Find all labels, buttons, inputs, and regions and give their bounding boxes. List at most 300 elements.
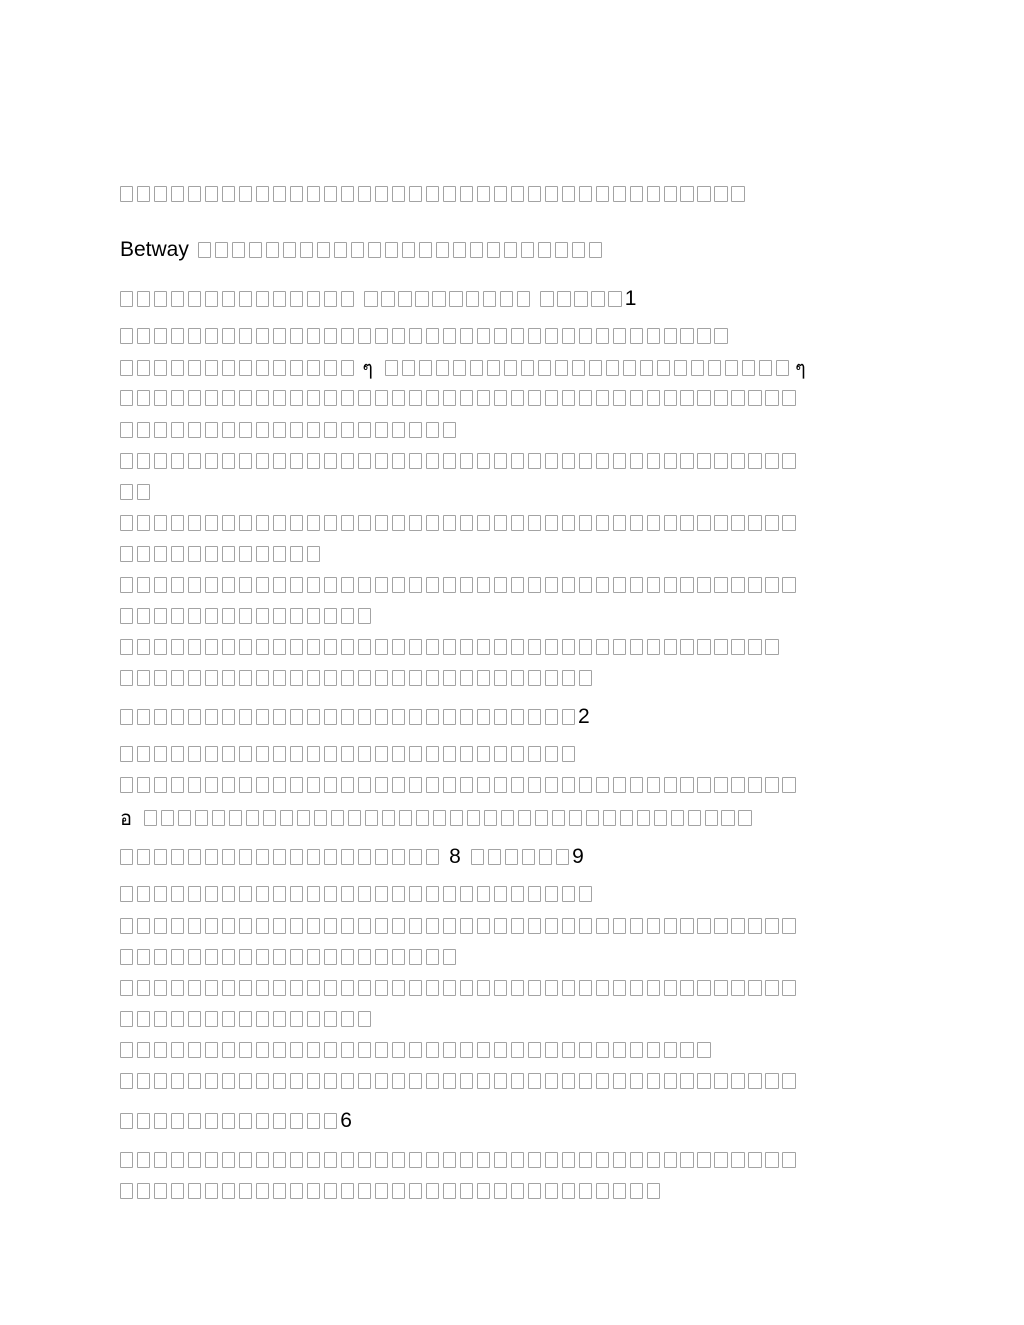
missing-glyph-box xyxy=(205,515,218,531)
missing-glyph-box xyxy=(307,980,320,996)
missing-glyph-box xyxy=(477,746,490,762)
missing-glyph-box xyxy=(154,886,167,902)
missing-glyph-box xyxy=(569,810,582,826)
missing-glyph-box xyxy=(664,777,677,793)
missing-glyph-box xyxy=(538,360,551,376)
missing-glyph-box xyxy=(647,577,660,593)
missing-glyph-box xyxy=(419,360,432,376)
missing-glyph-box xyxy=(239,949,252,965)
missing-glyph-box xyxy=(494,577,507,593)
missing-glyph-box xyxy=(731,186,744,202)
missing-glyph-box xyxy=(714,639,727,655)
missing-glyph-box xyxy=(528,709,541,725)
missing-glyph-box xyxy=(324,360,337,376)
missing-glyph-box xyxy=(137,849,150,865)
missing-glyph-box xyxy=(725,360,738,376)
missing-glyph-box xyxy=(731,777,744,793)
missing-glyph-box xyxy=(731,1073,744,1089)
missing-glyph-box xyxy=(776,360,789,376)
missing-glyph-box xyxy=(680,1152,693,1168)
missing-glyph-box xyxy=(596,577,609,593)
missing-glyph-box xyxy=(613,328,626,344)
missing-glyph-box xyxy=(341,849,354,865)
missing-glyph-box xyxy=(460,709,473,725)
missing-glyph-box xyxy=(290,1042,303,1058)
missing-glyph-box xyxy=(188,390,201,406)
missing-glyph-run xyxy=(120,608,371,624)
missing-glyph-box xyxy=(620,810,633,826)
missing-glyph-box xyxy=(239,515,252,531)
missing-glyph-box xyxy=(714,1073,727,1089)
missing-glyph-box xyxy=(137,291,150,307)
missing-glyph-box xyxy=(782,515,795,531)
missing-glyph-box xyxy=(409,515,422,531)
missing-glyph-box xyxy=(647,1042,660,1058)
missing-glyph-box xyxy=(290,886,303,902)
missing-glyph-box xyxy=(120,918,133,934)
missing-glyph-box xyxy=(409,1183,422,1199)
missing-glyph-box xyxy=(630,390,643,406)
missing-glyph-box xyxy=(341,980,354,996)
missing-glyph-box xyxy=(443,1152,456,1168)
missing-glyph-box xyxy=(341,1152,354,1168)
missing-glyph-box xyxy=(188,886,201,902)
missing-glyph-box xyxy=(324,1183,337,1199)
missing-glyph-run xyxy=(120,886,592,902)
missing-glyph-box xyxy=(239,886,252,902)
missing-glyph-box xyxy=(358,577,371,593)
missing-glyph-box xyxy=(528,1183,541,1199)
missing-glyph-box xyxy=(748,980,761,996)
missing-glyph-box xyxy=(714,577,727,593)
missing-glyph-box xyxy=(562,1152,575,1168)
missing-glyph-box xyxy=(443,186,456,202)
missing-glyph-run xyxy=(120,1011,371,1027)
missing-glyph-box xyxy=(188,1073,201,1089)
missing-glyph-box xyxy=(239,1152,252,1168)
missing-glyph-box xyxy=(765,777,778,793)
missing-glyph-box xyxy=(748,918,761,934)
missing-glyph-box xyxy=(477,639,490,655)
missing-glyph-box xyxy=(409,1073,422,1089)
missing-glyph-box xyxy=(307,746,320,762)
missing-glyph-box xyxy=(188,608,201,624)
missing-glyph-box xyxy=(375,328,388,344)
missing-glyph-box xyxy=(137,422,150,438)
missing-glyph-box xyxy=(392,390,405,406)
missing-glyph-box xyxy=(171,1183,184,1199)
missing-glyph-box xyxy=(579,186,592,202)
missing-glyph-box xyxy=(307,1183,320,1199)
missing-glyph-box xyxy=(385,242,398,258)
missing-glyph-box xyxy=(443,1042,456,1058)
text-line xyxy=(120,603,371,629)
missing-glyph-box xyxy=(137,1073,150,1089)
missing-glyph-box xyxy=(714,186,727,202)
missing-glyph-box xyxy=(120,577,133,593)
text-line xyxy=(120,572,796,598)
missing-glyph-box xyxy=(307,390,320,406)
missing-glyph-box xyxy=(613,577,626,593)
missing-glyph-box xyxy=(137,484,150,500)
missing-glyph-box xyxy=(188,453,201,469)
text-line xyxy=(120,385,796,411)
missing-glyph-box xyxy=(222,849,235,865)
missing-glyph-box xyxy=(205,980,218,996)
missing-glyph-box xyxy=(324,670,337,686)
missing-glyph-box xyxy=(256,1152,269,1168)
missing-glyph-box xyxy=(375,980,388,996)
missing-glyph-box xyxy=(494,918,507,934)
missing-glyph-box xyxy=(731,639,744,655)
missing-glyph-box xyxy=(375,577,388,593)
missing-glyph-box xyxy=(120,1042,133,1058)
missing-glyph-box xyxy=(239,390,252,406)
missing-glyph-box xyxy=(714,328,727,344)
missing-glyph-box xyxy=(290,709,303,725)
missing-glyph-box xyxy=(273,186,286,202)
missing-glyph-box xyxy=(562,577,575,593)
missing-glyph-box xyxy=(205,670,218,686)
missing-glyph-box xyxy=(392,918,405,934)
text-line xyxy=(120,741,575,767)
missing-glyph-box xyxy=(222,328,235,344)
missing-glyph-run xyxy=(540,291,621,307)
missing-glyph-box xyxy=(171,1073,184,1089)
missing-glyph-box xyxy=(256,453,269,469)
missing-glyph-box xyxy=(120,949,133,965)
missing-glyph-box xyxy=(120,484,133,500)
missing-glyph-box xyxy=(613,515,626,531)
missing-glyph-box xyxy=(290,1152,303,1168)
missing-glyph-box xyxy=(460,328,473,344)
missing-glyph-box xyxy=(731,453,744,469)
missing-glyph-box xyxy=(545,1073,558,1089)
missing-glyph-box xyxy=(487,360,500,376)
missing-glyph-box xyxy=(714,1152,727,1168)
missing-glyph-box xyxy=(432,291,445,307)
missing-glyph-box xyxy=(579,1042,592,1058)
missing-glyph-box xyxy=(409,746,422,762)
missing-glyph-box xyxy=(409,390,422,406)
missing-glyph-box xyxy=(443,709,456,725)
missing-glyph-box xyxy=(188,291,201,307)
missing-glyph-box xyxy=(654,810,667,826)
missing-glyph-box xyxy=(731,1152,744,1168)
missing-glyph-box xyxy=(535,810,548,826)
missing-glyph-box xyxy=(171,777,184,793)
missing-glyph-box xyxy=(375,1073,388,1089)
missing-glyph-box xyxy=(765,1073,778,1089)
missing-glyph-box xyxy=(273,849,286,865)
missing-glyph-box xyxy=(562,639,575,655)
missing-glyph-box xyxy=(443,777,456,793)
missing-glyph-box xyxy=(596,1042,609,1058)
missing-glyph-box xyxy=(460,515,473,531)
missing-glyph-box xyxy=(522,849,535,865)
missing-glyph-box xyxy=(528,515,541,531)
missing-glyph-box xyxy=(137,777,150,793)
missing-glyph-box xyxy=(290,949,303,965)
missing-glyph-box xyxy=(273,709,286,725)
missing-glyph-box xyxy=(266,242,279,258)
missing-glyph-box xyxy=(613,639,626,655)
missing-glyph-box xyxy=(239,608,252,624)
missing-glyph-box xyxy=(256,1042,269,1058)
missing-glyph-box xyxy=(171,360,184,376)
missing-glyph-run xyxy=(120,918,796,934)
missing-glyph-box xyxy=(273,453,286,469)
missing-glyph-box xyxy=(540,291,553,307)
missing-glyph-box xyxy=(307,291,320,307)
missing-glyph-box xyxy=(256,709,269,725)
missing-glyph-box xyxy=(120,546,133,562)
missing-glyph-box xyxy=(671,810,684,826)
missing-glyph-box xyxy=(545,390,558,406)
missing-glyph-box xyxy=(256,546,269,562)
missing-glyph-box xyxy=(382,810,395,826)
missing-glyph-box xyxy=(494,639,507,655)
missing-glyph-box xyxy=(399,810,412,826)
missing-glyph-box xyxy=(623,360,636,376)
missing-glyph-box xyxy=(596,639,609,655)
missing-glyph-box xyxy=(477,515,490,531)
missing-glyph-box xyxy=(562,709,575,725)
missing-glyph-box xyxy=(290,546,303,562)
missing-glyph-box xyxy=(239,1113,252,1129)
missing-glyph-box xyxy=(460,390,473,406)
missing-glyph-box xyxy=(528,670,541,686)
missing-glyph-box xyxy=(120,1113,133,1129)
missing-glyph-box xyxy=(409,670,422,686)
missing-glyph-run xyxy=(471,849,569,865)
missing-glyph-box xyxy=(697,777,710,793)
missing-glyph-box xyxy=(477,1073,490,1089)
missing-glyph-box xyxy=(409,709,422,725)
missing-glyph-box xyxy=(460,886,473,902)
missing-glyph-box xyxy=(630,1152,643,1168)
missing-glyph-box xyxy=(443,515,456,531)
missing-glyph-box xyxy=(765,980,778,996)
missing-glyph-box xyxy=(188,546,201,562)
missing-glyph-box xyxy=(426,328,439,344)
missing-glyph-box xyxy=(664,918,677,934)
missing-glyph-box xyxy=(392,328,405,344)
missing-glyph-box xyxy=(212,810,225,826)
missing-glyph-box xyxy=(630,777,643,793)
missing-glyph-box xyxy=(443,918,456,934)
missing-glyph-box xyxy=(630,918,643,934)
missing-glyph-box xyxy=(120,886,133,902)
missing-glyph-box xyxy=(494,746,507,762)
missing-glyph-box xyxy=(222,709,235,725)
missing-glyph-box xyxy=(188,777,201,793)
missing-glyph-box xyxy=(375,453,388,469)
missing-glyph-box xyxy=(375,949,388,965)
missing-glyph-box xyxy=(324,1152,337,1168)
missing-glyph-box xyxy=(782,577,795,593)
missing-glyph-box xyxy=(232,242,245,258)
missing-glyph-box xyxy=(205,453,218,469)
missing-glyph-box xyxy=(460,980,473,996)
missing-glyph-box xyxy=(222,886,235,902)
missing-glyph-run xyxy=(120,1183,660,1199)
missing-glyph-box xyxy=(419,242,432,258)
missing-glyph-box xyxy=(137,608,150,624)
missing-glyph-box xyxy=(154,328,167,344)
missing-glyph-box xyxy=(120,709,133,725)
missing-glyph-box xyxy=(748,1073,761,1089)
missing-glyph-box xyxy=(188,639,201,655)
missing-glyph-box xyxy=(358,1042,371,1058)
missing-glyph-box xyxy=(392,980,405,996)
missing-glyph-box xyxy=(137,1113,150,1129)
missing-glyph-box xyxy=(426,949,439,965)
missing-glyph-box xyxy=(647,453,660,469)
missing-glyph-box xyxy=(368,242,381,258)
missing-glyph-box xyxy=(154,918,167,934)
missing-glyph-run xyxy=(120,390,796,406)
missing-glyph-box xyxy=(586,810,599,826)
missing-glyph-box xyxy=(273,670,286,686)
missing-glyph-box xyxy=(290,515,303,531)
missing-glyph-box xyxy=(171,422,184,438)
missing-glyph-box xyxy=(511,980,524,996)
missing-glyph-box xyxy=(562,1073,575,1089)
missing-glyph-box xyxy=(562,453,575,469)
missing-glyph-box xyxy=(782,1152,795,1168)
missing-glyph-box xyxy=(137,746,150,762)
missing-glyph-box xyxy=(494,1042,507,1058)
missing-glyph-box xyxy=(341,746,354,762)
missing-glyph-box xyxy=(144,810,157,826)
missing-glyph-box xyxy=(188,422,201,438)
missing-glyph-box xyxy=(137,1183,150,1199)
missing-glyph-box xyxy=(307,422,320,438)
missing-glyph-box xyxy=(483,291,496,307)
missing-glyph-run xyxy=(144,810,752,826)
missing-glyph-box xyxy=(511,886,524,902)
missing-glyph-box xyxy=(290,918,303,934)
missing-glyph-box xyxy=(154,980,167,996)
missing-glyph-box xyxy=(222,186,235,202)
missing-glyph-box xyxy=(596,390,609,406)
missing-glyph-box xyxy=(290,980,303,996)
text-line xyxy=(120,1037,711,1063)
missing-glyph-box xyxy=(341,577,354,593)
missing-glyph-box xyxy=(341,777,354,793)
missing-glyph-box xyxy=(426,709,439,725)
missing-glyph-box xyxy=(392,849,405,865)
missing-glyph-box xyxy=(188,918,201,934)
missing-glyph-box xyxy=(171,186,184,202)
missing-glyph-box xyxy=(239,639,252,655)
missing-glyph-box xyxy=(120,453,133,469)
missing-glyph-box xyxy=(742,360,755,376)
text-line xyxy=(120,913,796,939)
missing-glyph-box xyxy=(470,360,483,376)
missing-glyph-box xyxy=(222,777,235,793)
missing-glyph-box xyxy=(721,810,734,826)
missing-glyph-box xyxy=(205,186,218,202)
missing-glyph-box xyxy=(273,1183,286,1199)
missing-glyph-box xyxy=(494,1152,507,1168)
missing-glyph-box xyxy=(697,1042,710,1058)
missing-glyph-box xyxy=(290,670,303,686)
missing-glyph-box xyxy=(664,328,677,344)
missing-glyph-box xyxy=(239,980,252,996)
missing-glyph-box xyxy=(589,360,602,376)
missing-glyph-box xyxy=(545,918,558,934)
missing-glyph-box xyxy=(137,1042,150,1058)
missing-glyph-box xyxy=(300,242,313,258)
missing-glyph-box xyxy=(680,515,693,531)
missing-glyph-box xyxy=(613,1152,626,1168)
missing-glyph-box xyxy=(385,360,398,376)
missing-glyph-box xyxy=(205,1183,218,1199)
missing-glyph-box xyxy=(574,291,587,307)
missing-glyph-box xyxy=(239,422,252,438)
missing-glyph-box xyxy=(782,453,795,469)
missing-glyph-box xyxy=(748,1152,761,1168)
missing-glyph-box xyxy=(263,810,276,826)
missing-glyph-box xyxy=(545,746,558,762)
missing-glyph-box xyxy=(782,918,795,934)
missing-glyph-box xyxy=(188,709,201,725)
missing-glyph-run xyxy=(120,949,456,965)
missing-glyph-box xyxy=(443,422,456,438)
missing-glyph-box xyxy=(120,777,133,793)
missing-glyph-box xyxy=(392,886,405,902)
missing-glyph-box xyxy=(358,1011,371,1027)
missing-glyph-box xyxy=(494,390,507,406)
missing-glyph-box xyxy=(195,810,208,826)
missing-glyph-box xyxy=(205,746,218,762)
missing-glyph-box xyxy=(324,390,337,406)
missing-glyph-box xyxy=(477,918,490,934)
missing-glyph-box xyxy=(545,1183,558,1199)
missing-glyph-box xyxy=(307,886,320,902)
missing-glyph-box xyxy=(714,453,727,469)
missing-glyph-box xyxy=(283,242,296,258)
missing-glyph-box xyxy=(409,422,422,438)
missing-glyph-box xyxy=(528,186,541,202)
missing-glyph-box xyxy=(273,1011,286,1027)
missing-glyph-box xyxy=(443,328,456,344)
missing-glyph-box xyxy=(222,291,235,307)
missing-glyph-run xyxy=(385,360,789,376)
missing-glyph-box xyxy=(154,949,167,965)
missing-glyph-box xyxy=(273,777,286,793)
missing-glyph-box xyxy=(273,1152,286,1168)
missing-glyph-box xyxy=(188,1042,201,1058)
missing-glyph-box xyxy=(647,390,660,406)
missing-glyph-box xyxy=(239,360,252,376)
missing-glyph-box xyxy=(426,390,439,406)
missing-glyph-box xyxy=(596,515,609,531)
missing-glyph-box xyxy=(222,746,235,762)
missing-glyph-run xyxy=(120,360,354,376)
missing-glyph-box xyxy=(562,980,575,996)
missing-glyph-box xyxy=(256,918,269,934)
missing-glyph-box xyxy=(171,1113,184,1129)
missing-glyph-box xyxy=(647,1073,660,1089)
missing-glyph-box xyxy=(137,1152,150,1168)
missing-glyph-box xyxy=(307,328,320,344)
missing-glyph-box xyxy=(782,980,795,996)
missing-glyph-box xyxy=(460,777,473,793)
missing-glyph-box xyxy=(680,1042,693,1058)
